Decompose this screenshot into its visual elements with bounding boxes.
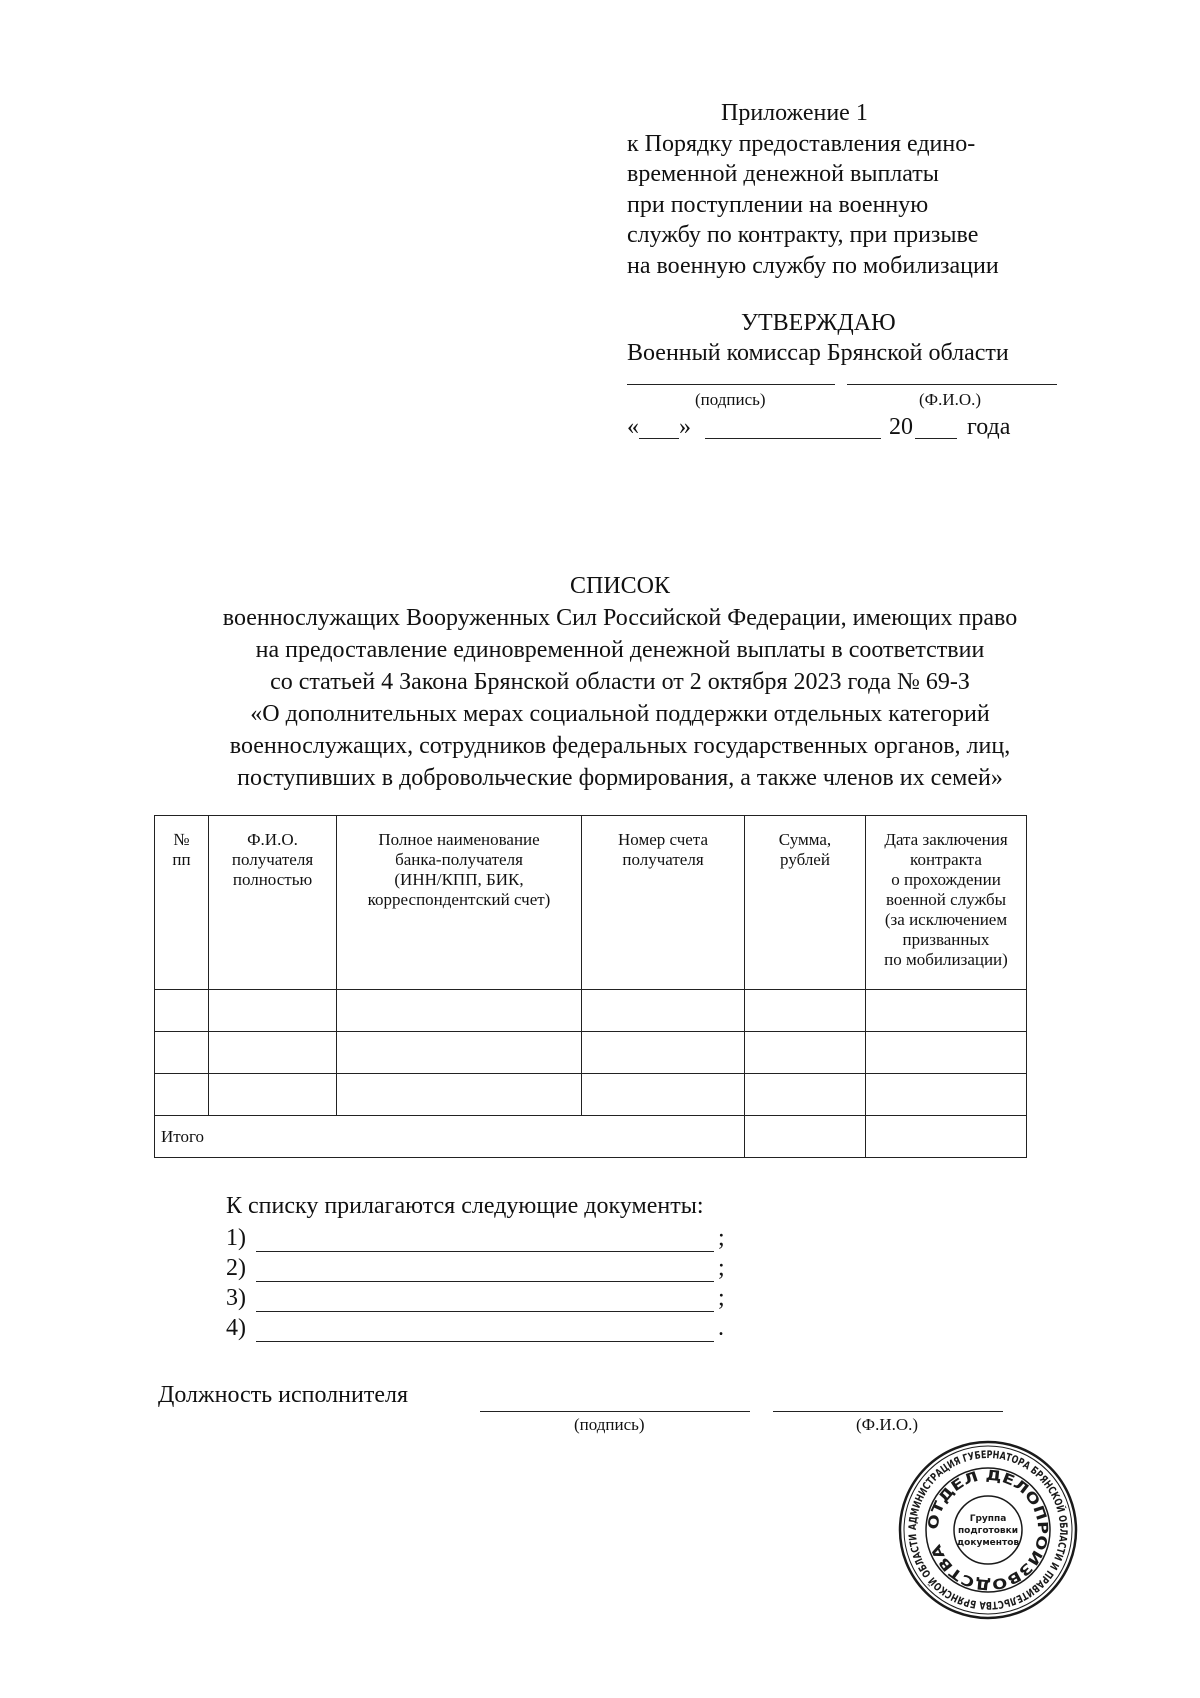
recipients-table	[154, 815, 1027, 1158]
appendix-line: службу по контракту, при призыве	[627, 222, 979, 249]
total-date-cell	[866, 1116, 1027, 1158]
executor-signature-line	[480, 1411, 750, 1412]
table-cell	[866, 1032, 1027, 1074]
stamp-center-line: Группа	[969, 1514, 1007, 1524]
approval-captions	[627, 388, 1067, 410]
date-year-line	[915, 438, 957, 439]
date-month-line	[705, 438, 881, 439]
appendix-line: на военную службу по мобилизации	[627, 252, 999, 279]
table-cell	[582, 1032, 745, 1074]
table-cell	[155, 1032, 209, 1074]
document-number: 1)	[226, 1225, 246, 1251]
col-header-fio: Ф.И.О. получателя полностью	[209, 816, 337, 990]
approval-name-caption: (Ф.И.О.)	[919, 390, 982, 409]
table-cell	[155, 990, 209, 1032]
office-stamp	[896, 1438, 1080, 1622]
col-header-amount: Сумма, рублей	[745, 816, 866, 990]
list-line: «О дополнительных мерах социальной поддержки отдельных категорий	[250, 701, 990, 727]
stamp-center-line: документов	[956, 1538, 1020, 1548]
table-row	[155, 1074, 1027, 1116]
col-header-contract-date: Дата заключения контракта о прохождении военной службы (за исключением призванных по мобилизации)	[866, 816, 1027, 990]
table-cell	[745, 1074, 866, 1116]
appendix-line: при поступлении на военную	[627, 191, 929, 218]
approval-block	[627, 310, 1067, 442]
table-cell	[337, 990, 582, 1032]
executor-name-line	[773, 1411, 1003, 1412]
document-item	[226, 1225, 786, 1255]
document-number: 3)	[226, 1285, 246, 1311]
table-cell	[582, 1074, 745, 1116]
executor-signature-caption: (подпись)	[574, 1415, 645, 1434]
approval-date	[627, 410, 1067, 442]
table-cell	[209, 990, 337, 1032]
document-number: 4)	[226, 1315, 246, 1341]
date-year-suffix: года	[967, 414, 1011, 440]
table-cell	[209, 1074, 337, 1116]
attached-documents	[226, 1193, 786, 1345]
table-row	[155, 990, 1027, 1032]
table-row	[155, 1032, 1027, 1074]
table-cell	[582, 990, 745, 1032]
appendix-block	[627, 98, 1067, 282]
date-day-line	[639, 438, 679, 439]
table-cell	[337, 1032, 582, 1074]
document-number: 2)	[226, 1255, 246, 1281]
table-cell	[745, 1032, 866, 1074]
approval-signature-line	[627, 384, 835, 385]
document-fill-line	[256, 1311, 714, 1312]
document-fill-line	[256, 1251, 714, 1252]
stamp-outer-text: АДМИНИСТРАЦИЯ ГУБЕРНАТОРА БРЯНСКОЙ ОБЛАСТИ И ПРАВИТЕЛЬСТВА БРЯНСКОЙ ОБЛАСТИ	[906, 1448, 1070, 1612]
date-open-quote: «	[627, 414, 639, 440]
document-end-mark: ;	[718, 1255, 725, 1281]
document-end-mark: .	[718, 1315, 724, 1341]
appendix-title: Приложение 1	[721, 100, 868, 126]
stamp-center-line: подготовки	[957, 1526, 1019, 1536]
col-header-number: № пп	[155, 816, 209, 990]
document-item	[226, 1315, 786, 1345]
list-title: СПИСОК	[569, 573, 671, 599]
table-cell	[745, 990, 866, 1032]
total-label: Итого	[155, 1116, 745, 1158]
appendix-line: временной денежной выплаты	[627, 161, 939, 188]
list-title-block	[120, 570, 1120, 794]
document-end-mark: ;	[718, 1285, 725, 1311]
approval-heading: УТВЕРЖДАЮ	[741, 310, 896, 336]
col-header-bank: Полное наименование банка-получателя (ИНН/КПП, БИК, корреспондентский счет)	[337, 816, 582, 990]
list-line: со статьей 4 Закона Брянской области от 2 октября 2023 года № 69-З	[270, 669, 970, 695]
document-end-mark: ;	[718, 1225, 725, 1251]
date-close-quote: »	[679, 414, 691, 440]
list-line: военнослужащих Вооруженных Сил Российской Федерации, имеющих право	[222, 605, 1018, 631]
documents-heading: К списку прилагаются следующие документы:	[226, 1193, 704, 1219]
list-line: поступивших в добровольческие формирования, а также членов их семей»	[237, 765, 1003, 791]
date-year-prefix: 20	[889, 414, 913, 440]
document-item	[226, 1285, 786, 1315]
stamp-inner-text: ОТДЕЛ ДЕЛОПРОИЗВОДСТВА	[925, 1467, 1051, 1593]
executor-name-caption: (Ф.И.О.)	[856, 1415, 919, 1434]
list-line: на предоставление единовременной денежной выплаты в соответствии	[255, 637, 985, 663]
total-amount-cell	[745, 1116, 866, 1158]
appendix-line: к Порядку предоставления едино-	[627, 130, 976, 157]
table-cell	[155, 1074, 209, 1116]
approval-name-line	[847, 384, 1057, 385]
document-fill-line	[256, 1281, 714, 1282]
col-header-account: Номер счета получателя	[582, 816, 745, 990]
table-total-row	[155, 1116, 1027, 1158]
approval-signature-caption: (подпись)	[695, 390, 766, 409]
approval-position: Военный комиссар Брянской области	[627, 340, 1009, 366]
document-item	[226, 1255, 786, 1285]
table-cell	[337, 1074, 582, 1116]
list-line: военнослужащих, сотрудников федеральных государственных органов, лиц,	[229, 733, 1011, 759]
table-cell	[209, 1032, 337, 1074]
approval-signature-lines	[627, 372, 1067, 388]
table-cell	[866, 1074, 1027, 1116]
table-cell	[866, 990, 1027, 1032]
executor-label: Должность исполнителя	[158, 1382, 408, 1408]
document-fill-line	[256, 1341, 714, 1342]
table-header-row	[155, 816, 1027, 990]
